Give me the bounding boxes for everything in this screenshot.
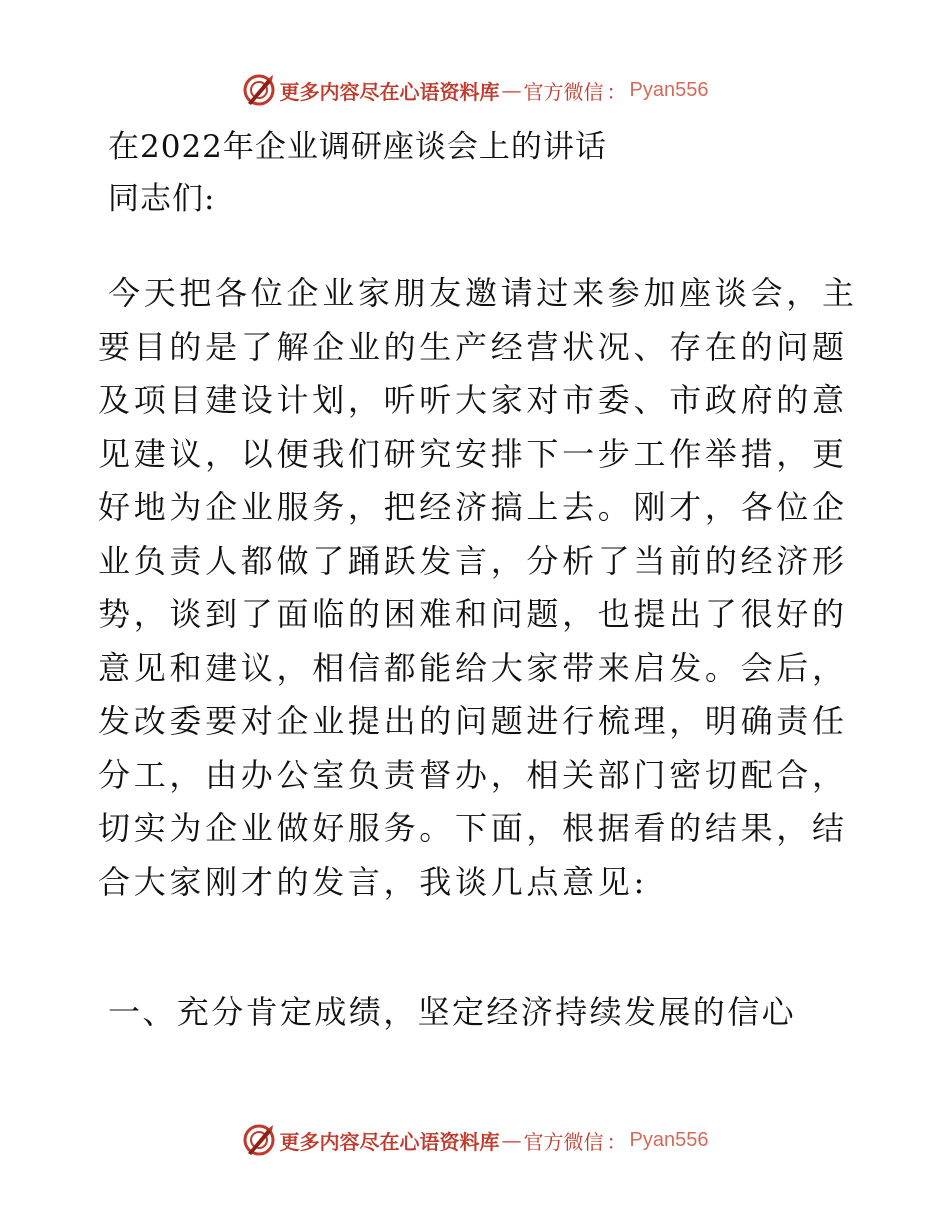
document-title: 在2022年企业调研座谈会上的讲话 — [108, 129, 607, 165]
watermark-id: Pyan556 — [629, 78, 709, 101]
watermark-dash: — — [501, 1128, 522, 1152]
watermark-separator: ： — [606, 1129, 627, 1154]
watermark-dash: — — [501, 78, 522, 102]
header-watermark — [0, 70, 950, 110]
watermark-separator: ： — [606, 79, 627, 104]
watermark-text: 更多内容尽在心语资料库 — [279, 1129, 500, 1154]
watermark-line — [242, 73, 709, 107]
footer-watermark — [0, 1120, 950, 1160]
watermark-label: 官方微信 — [523, 1129, 604, 1154]
watermark-line — [242, 1123, 709, 1157]
quill-seal-icon — [242, 1123, 276, 1157]
quill-seal-icon — [242, 73, 276, 107]
body-paragraph: 今天把各位企业家朋友邀请过来参加座谈会，主要目的是了解企业的生产经营状况、存在的问题及项目建设计划，听听大家对市委、市政府的意见建议，以便我们研究安排下一步工作举措，更好地为企业服务，把经济搞上去。刚才，各位企业负责人都做了踊跃发言，分析了当前的经济形势，谈到了面临的困难和问题，也提出了很好的意见和建议，相信都能给大家带来启发。会后，发改委要对企业提出的问题进行梳理，明确责任分工，由办公室负责督办，相关部门密切配合，切实为企业做好服务。下面，根据看的结果，结合大家刚才的发言，我谈几点意见: — [98, 274, 858, 901]
section-heading: 一、充分肯定成绩，坚定经济持续发展的信心 — [108, 993, 797, 1031]
watermark-label: 官方微信 — [523, 79, 604, 104]
watermark-id: Pyan556 — [629, 1128, 709, 1151]
watermark-text: 更多内容尽在心语资料库 — [279, 79, 500, 104]
greeting: 同志们: — [108, 181, 216, 217]
